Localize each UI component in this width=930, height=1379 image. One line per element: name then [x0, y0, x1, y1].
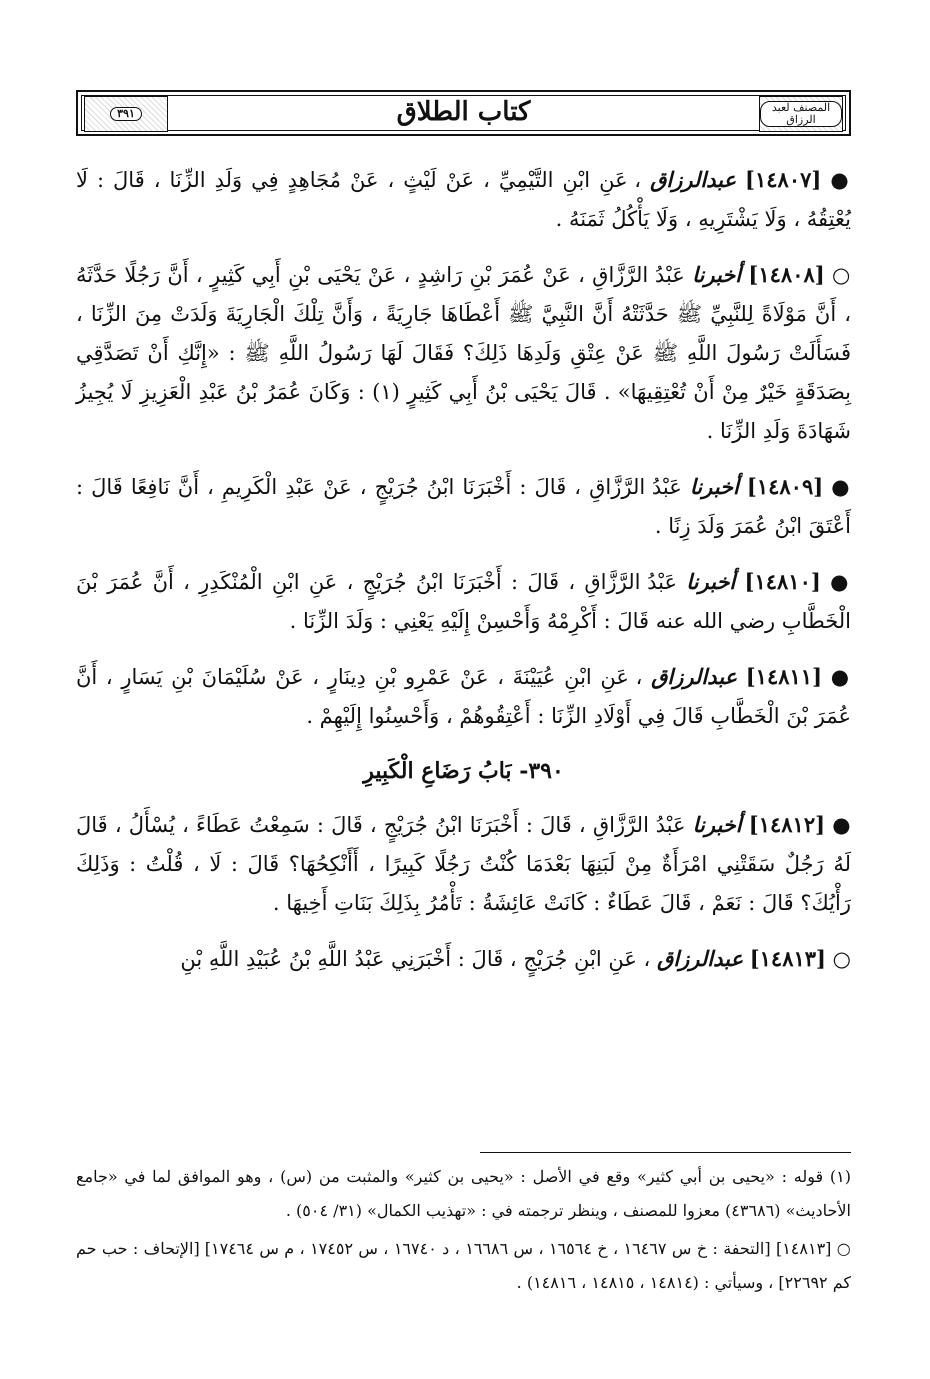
- hadith-number: [١٤٨١٢]: [748, 812, 826, 837]
- entry-marker: ●: [831, 475, 851, 499]
- footnote: (١) قوله : «يحيى بن أبي كثير» وقع في الأصل : «يحيى بن كثير» والمثبت من (س) ، وهو الموافق لما في «جامع الأحاديث» (٤٣٦٨٦) معزوا للمصنف ، وينظر ترجمته في : «تهذيب الكمال» (٣١/ ٥٠٤) .: [76, 1167, 851, 1220]
- hadith-entry: [76, 160, 851, 239]
- footnote-divider: [480, 1152, 851, 1153]
- hadith-number: [١٤٨٠٩]: [746, 474, 824, 499]
- entry-marker: ○: [832, 947, 851, 971]
- chapter-title: ٣٩٠- بَابُ رَضَاعِ الْكَبِيرِ: [363, 758, 564, 784]
- narrator-label: عبدالرزاق: [651, 664, 738, 689]
- hadith-number: [١٤٨١٠]: [744, 569, 821, 594]
- emblem-text: المصنف لعبد الرزاق: [760, 101, 842, 127]
- narrator-label: عبدالرزاق: [650, 167, 737, 192]
- entry-marker: ●: [832, 813, 852, 837]
- hadith-entry: [76, 562, 851, 641]
- narrator-label: أخبرنا: [689, 474, 739, 499]
- narrator-label: أخبرنا: [692, 262, 742, 287]
- hadith-number: [١٤٨٠٨]: [748, 262, 825, 287]
- hadith-text: ، عَنِ ابْنِ جُرَيْجٍ ، قَالَ : أَخْبَرَنِي عَبْدُ اللَّهِ بْنُ عُبَيْدِ اللَّهِ بْنِ: [180, 947, 651, 971]
- hadith-number: [١٤٨٠٧]: [745, 167, 822, 192]
- narrator-label: أخبرنا: [692, 812, 742, 837]
- hadith-text: ، عَنِ ابْنِ عُيَيْنَةَ ، عَنْ عَمْرِو بْنِ دِينَارٍ ، عَنْ سُلَيْمَانَ بْنِ يَسَارٍ ، أَنَّ عُمَرَ بْنَ الْخَطَّابِ قَالَ فِي أَوْلَادِ الزِّنَا : أَعْتِقُوهُمْ ، وَأَحْسِنُوا إِلَيْهِمْ .: [76, 665, 851, 728]
- hadith-text: عَبْدُ الرَّزَّاقِ ، قَالَ : أَخْبَرَنَا ابْنُ جُرَيْجٍ ، قَالَ : سَمِعْتُ عَطَاءً ، يُسْأَلُ ، قَالَ لَهُ رَجُلٌ سَقَتْنِي امْرَأَةٌ مِنْ لَبَنِهَا بَعْدَمَا كُنْتُ رَجُلًا كَبِيرًا ، أَأَنْكِحُهَا؟ قَالَ : لَا ، قُلْتُ : وَذَلِكَ رَأْيُكَ؟ قَالَ : نَعَمْ ، قَالَ عَطَاءٌ : كَانَتْ عَائِشَةُ : تَأْمُرُ بِذَلِكَ بَنَاتِ أَخِيهَا .: [76, 813, 851, 915]
- book-title: كتاب الطلاق: [396, 97, 531, 127]
- narrator-label: عبدالرزاق: [657, 946, 744, 971]
- page-number: ٣٩١: [110, 107, 142, 121]
- footnote: ○ [١٤٨١٣] [التحفة : خ س ١٦٤٦٧ ، خ ١٦٥٦٤ ، س ١٦٦٨٦ ، د ١٦٧٤٠ ، س ١٧٤٥٢ ، م س ١٧٤٦٤] [الإتحاف : حب حم كم ٢٢٦٩٢] ، وسيأتي : (١٤٨١٤ ، ١٤٨١٥ ، ١٤٨١٦) .: [76, 1239, 852, 1292]
- hadith-text: عَبْدُ الرَّزَّاقِ ، قَالَ : أَخْبَرَنَا ابْنُ جُرَيْجٍ ، عَنْ عَبْدِ الْكَرِيمِ ، أَنَّ نَافِعًا قَالَ : أَعْتَقَ ابْنُ عُمَرَ وَلَدَ زِنًا .: [76, 475, 851, 538]
- footnotes: [76, 1160, 851, 1304]
- entry-marker: ○: [832, 263, 851, 287]
- hadith-entry: [76, 805, 851, 923]
- hadith-entry: [76, 255, 851, 451]
- hadith-entry: [76, 657, 851, 736]
- hadith-number: [١٤٨١٣]: [749, 946, 826, 971]
- hadith-entry: [76, 939, 851, 979]
- entry-marker: ●: [830, 665, 851, 689]
- hadith-text: عَبْدُ الرَّزَّاقِ ، قَالَ : أَخْبَرَنَا ابْنُ جُرَيْجٍ ، عَنِ ابْنِ الْمُنْكَدِرِ ، أَنَّ عُمَرَ بْنَ الْخَطَّابِ رضي الله عنه قَالَ : أَكْرِمْهُ وَأَحْسِنْ إِلَيْهِ يَعْنِي : وَلَدَ الزِّنَا .: [76, 570, 851, 633]
- hadith-entry: [76, 467, 851, 546]
- page-number-frame: [84, 96, 168, 132]
- entry-marker: ●: [830, 168, 851, 192]
- page-header: [76, 90, 851, 136]
- entry-marker: ●: [830, 570, 851, 594]
- hadith-number: [١٤٨١١]: [745, 664, 823, 689]
- page-body: [76, 160, 851, 995]
- hadith-text: ، عَنِ ابْنِ التَّيْمِيِّ ، عَنْ لَيْثٍ ، عَنْ مُجَاهِدٍ فِي وَلَدِ الزِّنَا ، قَالَ : لَا يُعْتِقُهُ ، وَلَا يَشْتَرِيهِ ، وَلَا يَأْكُلُ ثَمَنَهُ .: [76, 168, 851, 231]
- hadith-text: عَبْدُ الرَّزَّاقِ ، عَنْ عُمَرَ بْنِ رَاشِدٍ ، عَنْ يَحْيَى بْنِ أَبِي كَثِيرٍ ، أَنَّ رَجُلًا حَدَّثَهُ ، أَنَّ مَوْلَاةً لِلنَّبِيِّ ﷺ حَدَّثَتْهُ أَنَّ النَّبِيَّ ﷺ أَعْطَاهَا جَارِيَةً ، وَأَنَّ تِلْكَ الْجَارِيَةَ وَلَدَتْ مِنَ الزِّنَا ، فَسَأَلَتْ رَسُولَ اللَّهِ ﷺ عَنْ عِتْقِ وَلَدِهَا ذَلِكَ؟ فَقَالَ لَهَا رَسُولُ اللَّهِ ﷺ : «إِنَّكِ أَنْ تَصَدَّقِي بِصَدَقَةٍ خَيْرٌ مِنْ أَنْ تُعْتِقِيهَا» . قَالَ يَحْيَى بْنُ أَبِي كَثِيرٍ (١) : وَكَانَ عُمَرُ بْنُ عَبْدِ الْعَزِيزِ لَا يُجِيزُ شَهَادَةَ وَلَدِ الزِّنَا .: [76, 263, 851, 443]
- narrator-label: أخبرنا: [686, 569, 736, 594]
